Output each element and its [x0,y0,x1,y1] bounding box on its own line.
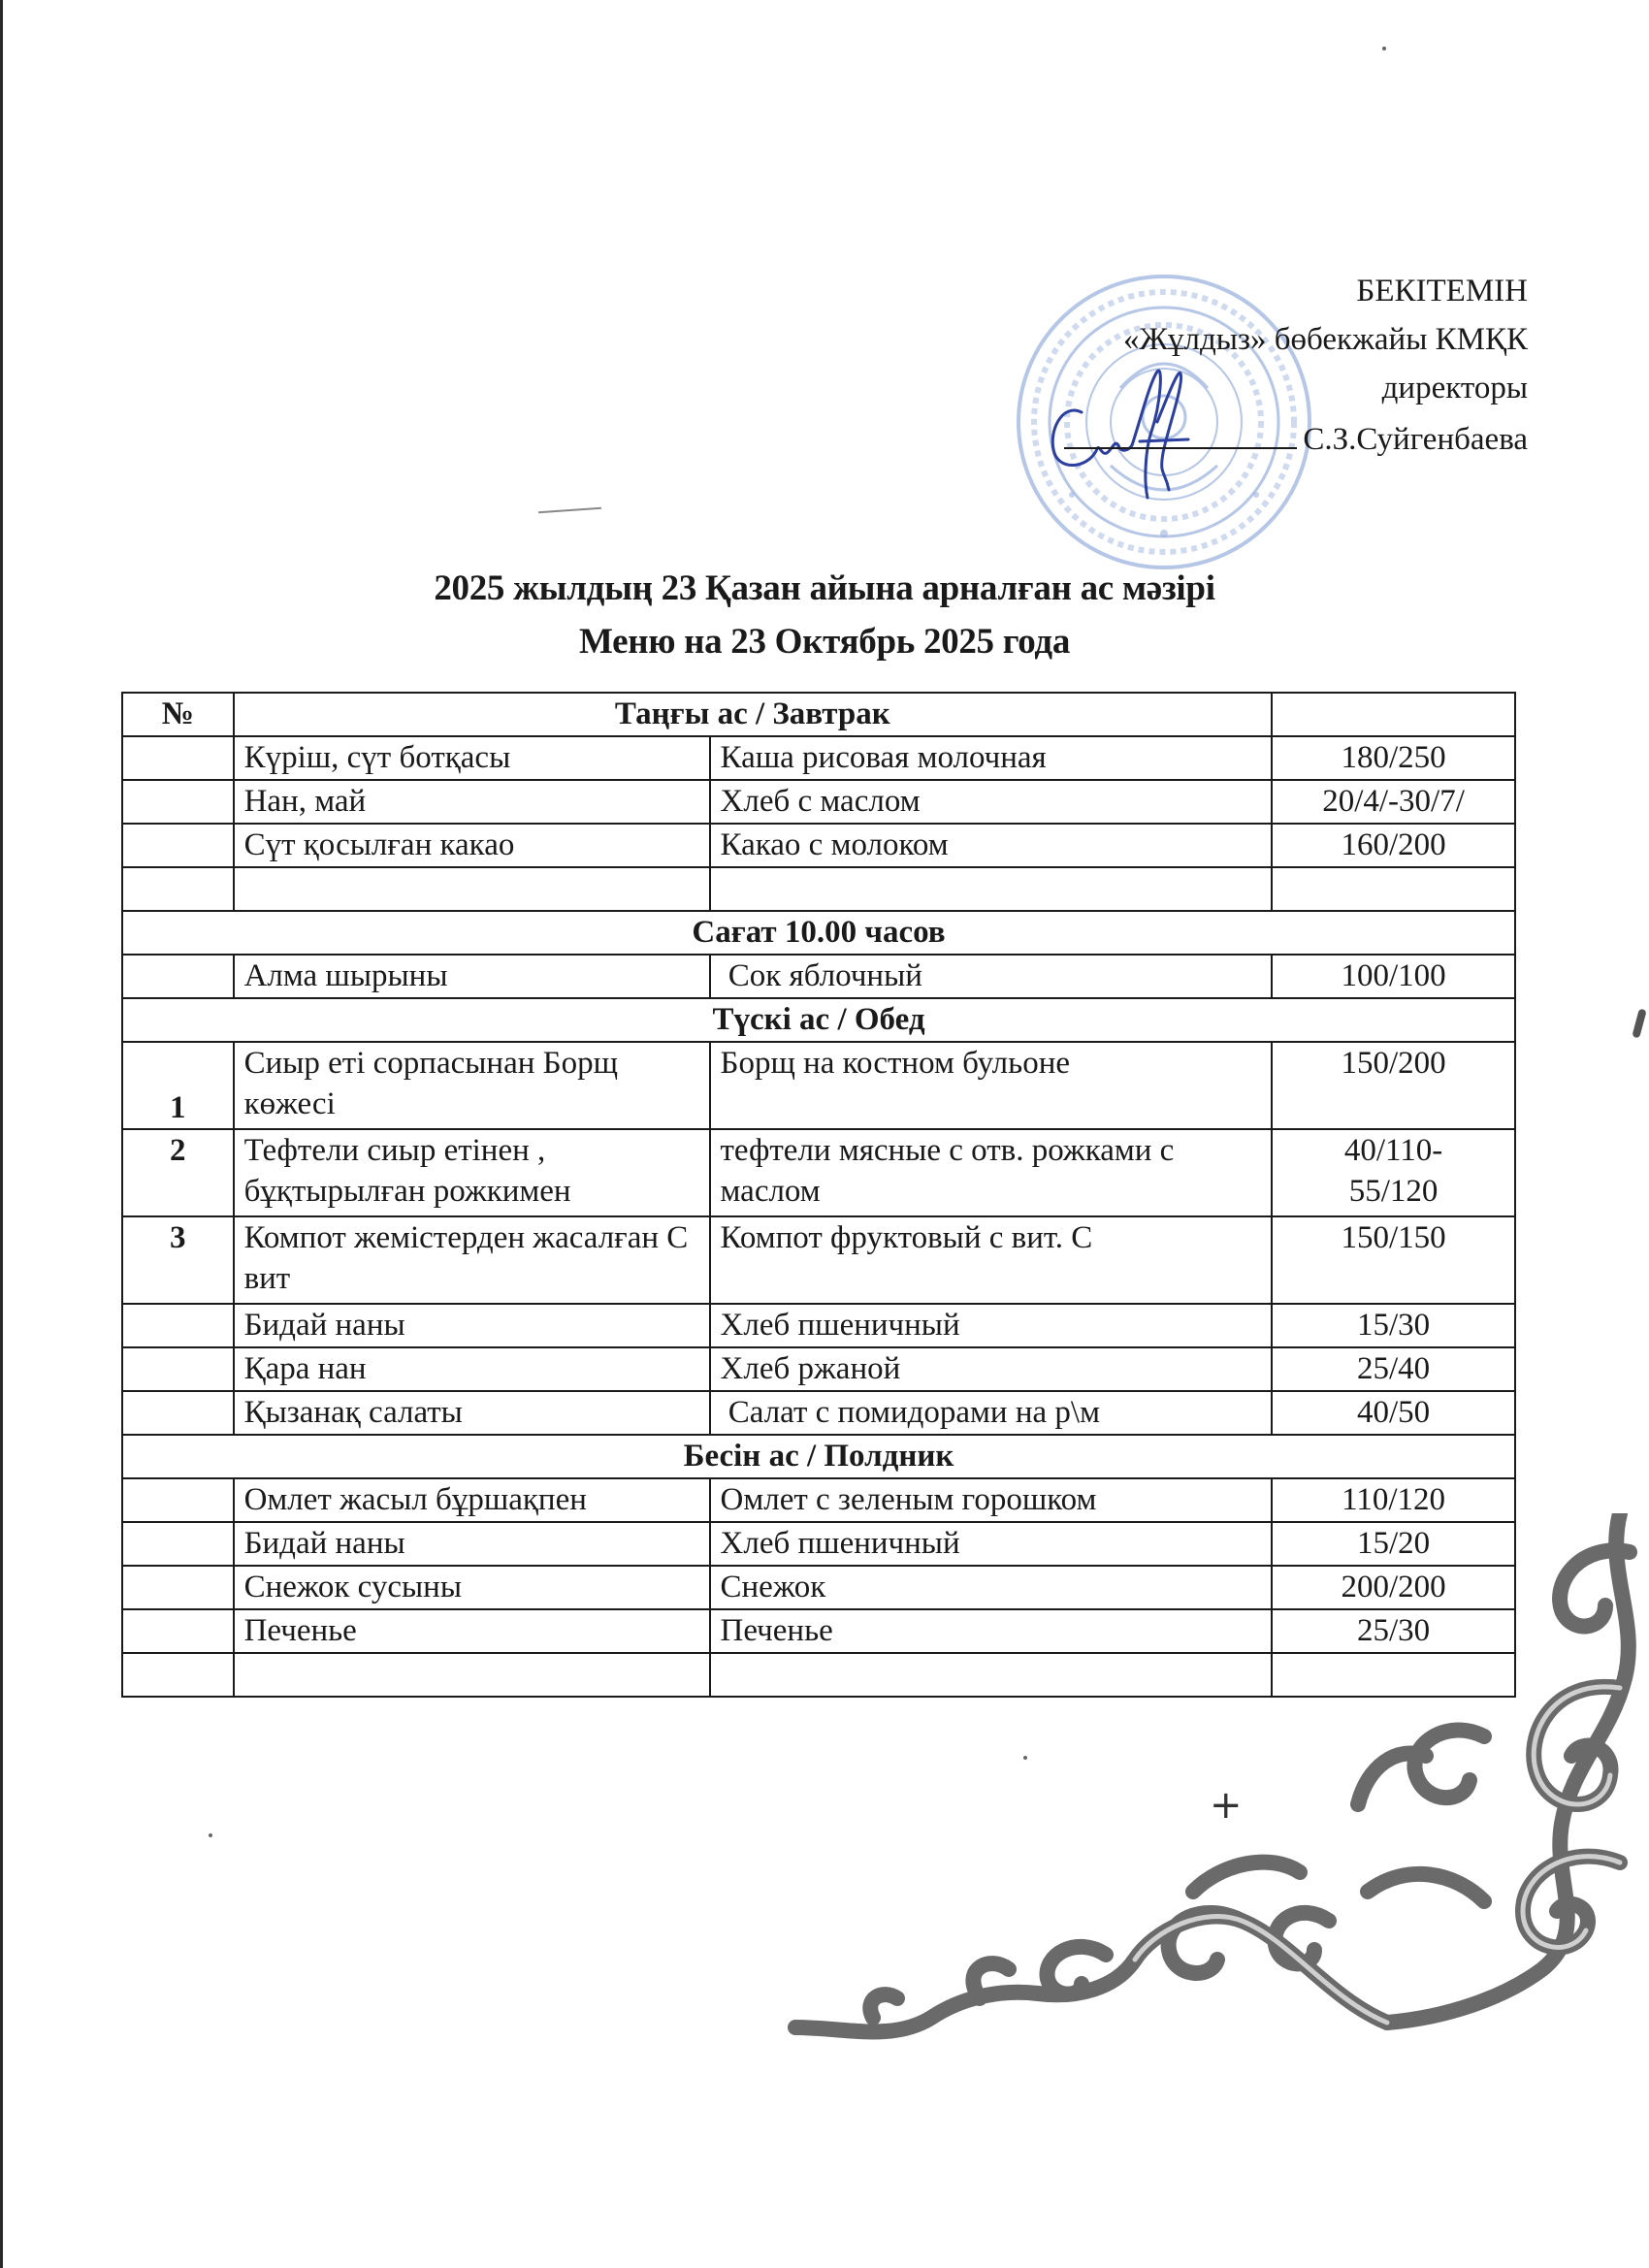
dish-name-kz [234,1653,710,1697]
dish-name-ru: Компот фруктовый с вит. С [710,1216,1273,1304]
portion-quantity: 20/4/-30/7/ [1272,780,1515,824]
portion-quantity: 40/50 [1272,1391,1515,1435]
row-number [122,780,234,824]
portion-quantity: 160/200 [1272,824,1515,867]
table-row [122,1566,1515,1609]
portion-quantity: 100/100 [1272,955,1515,998]
scan-mark [538,507,601,514]
portion-quantity [1272,1653,1515,1697]
section-title: Түскі ас / Обед [122,998,1515,1042]
dish-name-kz: Бидай наны [234,1522,710,1566]
scan-edge [0,0,3,2268]
dish-name-kz: Омлет жасыл бұршақпен [234,1478,710,1522]
num-column-header: № [122,693,234,736]
table-row-empty [122,867,1515,911]
row-number [122,1347,234,1391]
table-row [122,1522,1515,1566]
row-number: 1 [122,1042,234,1129]
dish-name-ru: Борщ на костном бульоне [710,1042,1273,1129]
table-row [122,1129,1515,1216]
dish-name-kz [234,867,710,911]
menu-title-ru: Меню на 23 Октябрь 2025 года [578,622,1071,662]
row-number: 3 [122,1216,234,1304]
portion-quantity: 150/150 [1272,1216,1515,1304]
section-title: Бесін ас / Полдник [122,1435,1515,1478]
scan-speck [1382,47,1386,50]
dish-name-kz: Қара нан [234,1347,710,1391]
scan-blot [1632,1008,1646,1038]
crosshair-mark: + [1210,1783,1243,1828]
dish-name-ru: Каша рисовая молочная [710,736,1273,780]
portion-quantity: 25/30 [1272,1609,1515,1653]
portion-quantity: 180/250 [1272,736,1515,780]
dish-name-ru: Сок яблочный [710,955,1273,998]
row-number [122,824,234,867]
row-number [122,736,234,780]
table-row [122,780,1515,824]
section-title: Таңғы ас / Завтрак [234,693,1273,736]
approval-position: директоры [1381,371,1528,405]
row-number [122,1391,234,1435]
section-header-afternoon-snack [122,1435,1515,1478]
portion-quantity [1272,867,1515,911]
menu-table [121,692,1516,1698]
dish-name-ru: Хлеб пшеничный [710,1304,1273,1347]
table-row [122,1216,1515,1304]
table-row [122,1304,1515,1347]
table-row [122,1347,1515,1391]
row-number [122,955,234,998]
row-number [122,1522,234,1566]
table-row [122,824,1515,867]
row-number [122,1653,234,1697]
dish-name-ru: Снежок [710,1566,1273,1609]
table-row [122,955,1515,998]
dish-name-kz: Тефтели сиыр етінен , бұқтырылған рожкимен [234,1129,710,1216]
dish-name-ru: Печенье [710,1609,1273,1653]
dish-name-kz: Сиыр еті сорпасынан Борщ көжесі [234,1042,710,1129]
approval-organization: «Жұлдыз» бөбекжайы КМҚК [1122,322,1528,357]
approval-block [1064,267,1528,464]
portion-quantity: 15/30 [1272,1304,1515,1347]
dish-name-kz: Сүт қосылған какао [234,824,710,867]
portion-quantity: 200/200 [1272,1566,1515,1609]
row-number [122,1609,234,1653]
signature-line [1064,412,1297,449]
section-header-snack-10 [122,911,1515,955]
dish-name-ru: Салат с помидорами на р\м [710,1391,1273,1435]
scan-speck [209,1833,212,1837]
dish-name-kz: Алма шырыны [234,955,710,998]
portion-quantity: 110/120 [1272,1478,1515,1522]
row-number [122,867,234,911]
dish-name-ru: тефтели мясные с отв. рожками с маслом [710,1129,1273,1216]
dish-name-ru: Хлеб пшеничный [710,1522,1273,1566]
dish-name-ru: Омлет с зеленым горошком [710,1478,1273,1522]
empty-cell [1272,693,1515,736]
row-number [122,1566,234,1609]
section-header-breakfast [122,693,1515,736]
dish-name-kz: Компот жемістерден жасалған С вит [234,1216,710,1304]
dish-name-ru: Хлеб с маслом [710,780,1273,824]
table-row-empty [122,1653,1515,1697]
portion-quantity: 40/110-55/120 [1272,1129,1515,1216]
dish-name-kz: Снежок сусыны [234,1566,710,1609]
portion-quantity: 15/20 [1272,1522,1515,1566]
section-title: Сағат 10.00 часов [122,911,1515,955]
table-row [122,1609,1515,1653]
table-row [122,1478,1515,1522]
portion-quantity: 25/40 [1272,1347,1515,1391]
dish-name-kz: Күріш, сүт ботқасы [234,736,710,780]
section-header-lunch [122,998,1515,1042]
signature-row [1064,412,1528,464]
dish-name-ru: Хлеб ржаной [710,1347,1273,1391]
dish-name-ru [710,1653,1273,1697]
row-number [122,1478,234,1522]
table-row [122,736,1515,780]
dish-name-ru [710,867,1273,911]
menu-title-kz: 2025 жылдың 23 Қазан айына арналған ас мәзірі [434,568,1215,608]
approval-name: С.З.Суйгенбаева [1303,422,1528,457]
dish-name-kz: Бидай наны [234,1304,710,1347]
table-row [122,1391,1515,1435]
row-number [122,1304,234,1347]
dish-name-kz: Нан, май [234,780,710,824]
dish-name-kz: Қызанақ салаты [234,1391,710,1435]
dish-name-kz: Печенье [234,1609,710,1653]
portion-quantity: 150/200 [1272,1042,1515,1129]
table-row [122,1042,1515,1129]
approval-heading: БЕКІТЕМІН [1356,274,1528,308]
dish-name-ru: Какао с молоком [710,824,1273,867]
row-number: 2 [122,1129,234,1216]
